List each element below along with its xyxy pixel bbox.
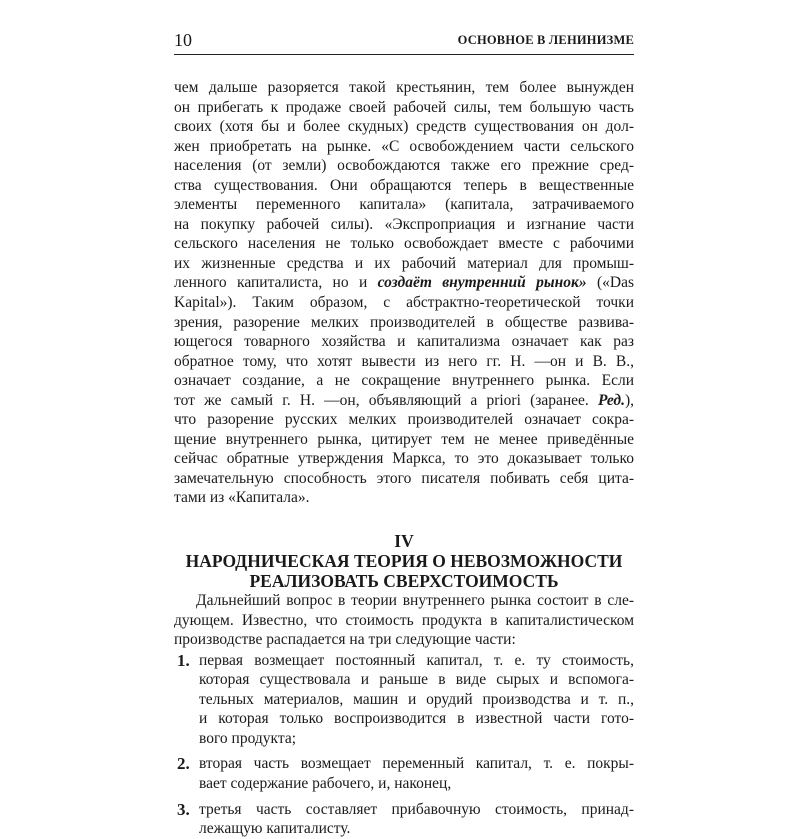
list-item [174, 754, 634, 793]
text-line: лежащую капиталисту. [199, 820, 351, 838]
text-run: ), [624, 391, 634, 409]
text-line: жен приобретать на рынке. «С освобождением части сельского [174, 137, 634, 155]
section-title-line: НАРОДНИЧЕСКАЯ ТЕОРИЯ О НЕВОЗМОЖНОСТИ [185, 551, 623, 572]
paragraph-2 [174, 591, 634, 650]
text-line: третья часть составляет прибавочную стоимость, принад- [199, 800, 634, 818]
text-line: ющегося товарного хозяйства и капитализма означает как раз [174, 333, 634, 351]
section-numeral: IV [394, 531, 414, 552]
editor-note: Ред. [597, 391, 625, 409]
page-header [174, 30, 634, 55]
text-run: («Das [586, 274, 634, 292]
text-line: он прибегать к продаже своей рабочей силы, тем большую часть [174, 98, 634, 116]
text-line: вого продукта; [199, 729, 297, 747]
page-number: 10 [174, 30, 192, 50]
text-line: на покупку рабочей силы). «Экспроприация и изгнание части [174, 215, 634, 233]
text-line: означает создание, а не сокращение внутреннего рынка. Если [174, 372, 634, 390]
text-line: сейчас обратные утверждения Маркса, то это доказывает только [174, 450, 634, 468]
text-line: обратное тому, что хотят вывести из него гг. Н. —он и В. В., [174, 352, 634, 370]
list-item-number: 1. [177, 650, 190, 670]
list-item-number: 2. [177, 754, 190, 774]
text-run: тот же самый г. Н. —он, объявляющий a priori (заранее. [174, 391, 598, 409]
text-line: щение внутреннего рынка, цитирует тем не менее приведённые [174, 430, 634, 448]
text-line: зрения, разорение мелких производителей в обществе развива- [174, 313, 634, 331]
list-item [174, 800, 634, 839]
text-line: населения (от земли) освобождаются также его прежние сред- [174, 157, 634, 175]
section-heading [174, 531, 634, 591]
text-line: производстве распадается на три следующие части: [174, 631, 516, 649]
list-item [174, 651, 634, 749]
text-line: вторая часть возмещает переменный капитал, т. е. покры- [199, 755, 634, 773]
text-line-with-emphasis [174, 273, 634, 293]
text-line-with-emphasis [174, 391, 634, 411]
text-line: вает содержание рабочего, и, наконец, [199, 774, 452, 792]
running-title: ОСНОВНОЕ В ЛЕНИНИЗМЕ [457, 33, 634, 47]
text-line: Дальнейший вопрос в теории внутреннего рынка состоит в сле- [196, 592, 634, 610]
section-title-line: РЕАЛИЗОВАТЬ СВЕРХСТОИМОСТЬ [249, 571, 559, 592]
numbered-list [174, 651, 634, 839]
paragraph-1 [174, 78, 634, 508]
text-line: их жизненные средства и их рабочий материал для промыш- [174, 254, 634, 272]
page-body [174, 78, 634, 839]
text-line: чем дальше разоряется такой крестьянин, тем более вынужден [174, 79, 634, 96]
text-line: замечательную способность этого писателя побивать себя цита- [174, 469, 634, 487]
text-line: что разорение русских мелких производителей означает сокра- [174, 411, 634, 429]
text-run: ленного капиталиста, но и [174, 274, 378, 292]
text-line: и которая только воспроизводится в известной части гото- [199, 710, 634, 728]
emphasized-quote: создаёт внутренний рынок» [377, 274, 587, 292]
text-line: первая возмещает постоянный капитал, т. е. ту стоимость, [199, 651, 634, 669]
text-line: которая существовала и раньше в виде сырых и вспомога- [199, 671, 634, 689]
text-line: тельных материалов, машин и орудий производства и т. п., [199, 690, 634, 708]
text-line: ства существования. Они обращаются теперь в вещественные [174, 176, 634, 194]
text-line: своих (хотя бы и более скудных) средств существования он дол- [174, 118, 634, 136]
text-line: сельского населения не только освобождает вместе с рабочими [174, 235, 634, 253]
text-line: тами из «Капитала». [174, 489, 310, 507]
list-item-number: 3. [177, 799, 190, 819]
text-line: элементы переменного капитала» (капитала, затрачиваемого [174, 196, 634, 214]
text-line: дующем. Известно, что стоимость продукта в капиталистическом [174, 611, 634, 629]
text-line: Kapital»). Таким образом, с абстрактно-теоретической точки [174, 294, 634, 312]
